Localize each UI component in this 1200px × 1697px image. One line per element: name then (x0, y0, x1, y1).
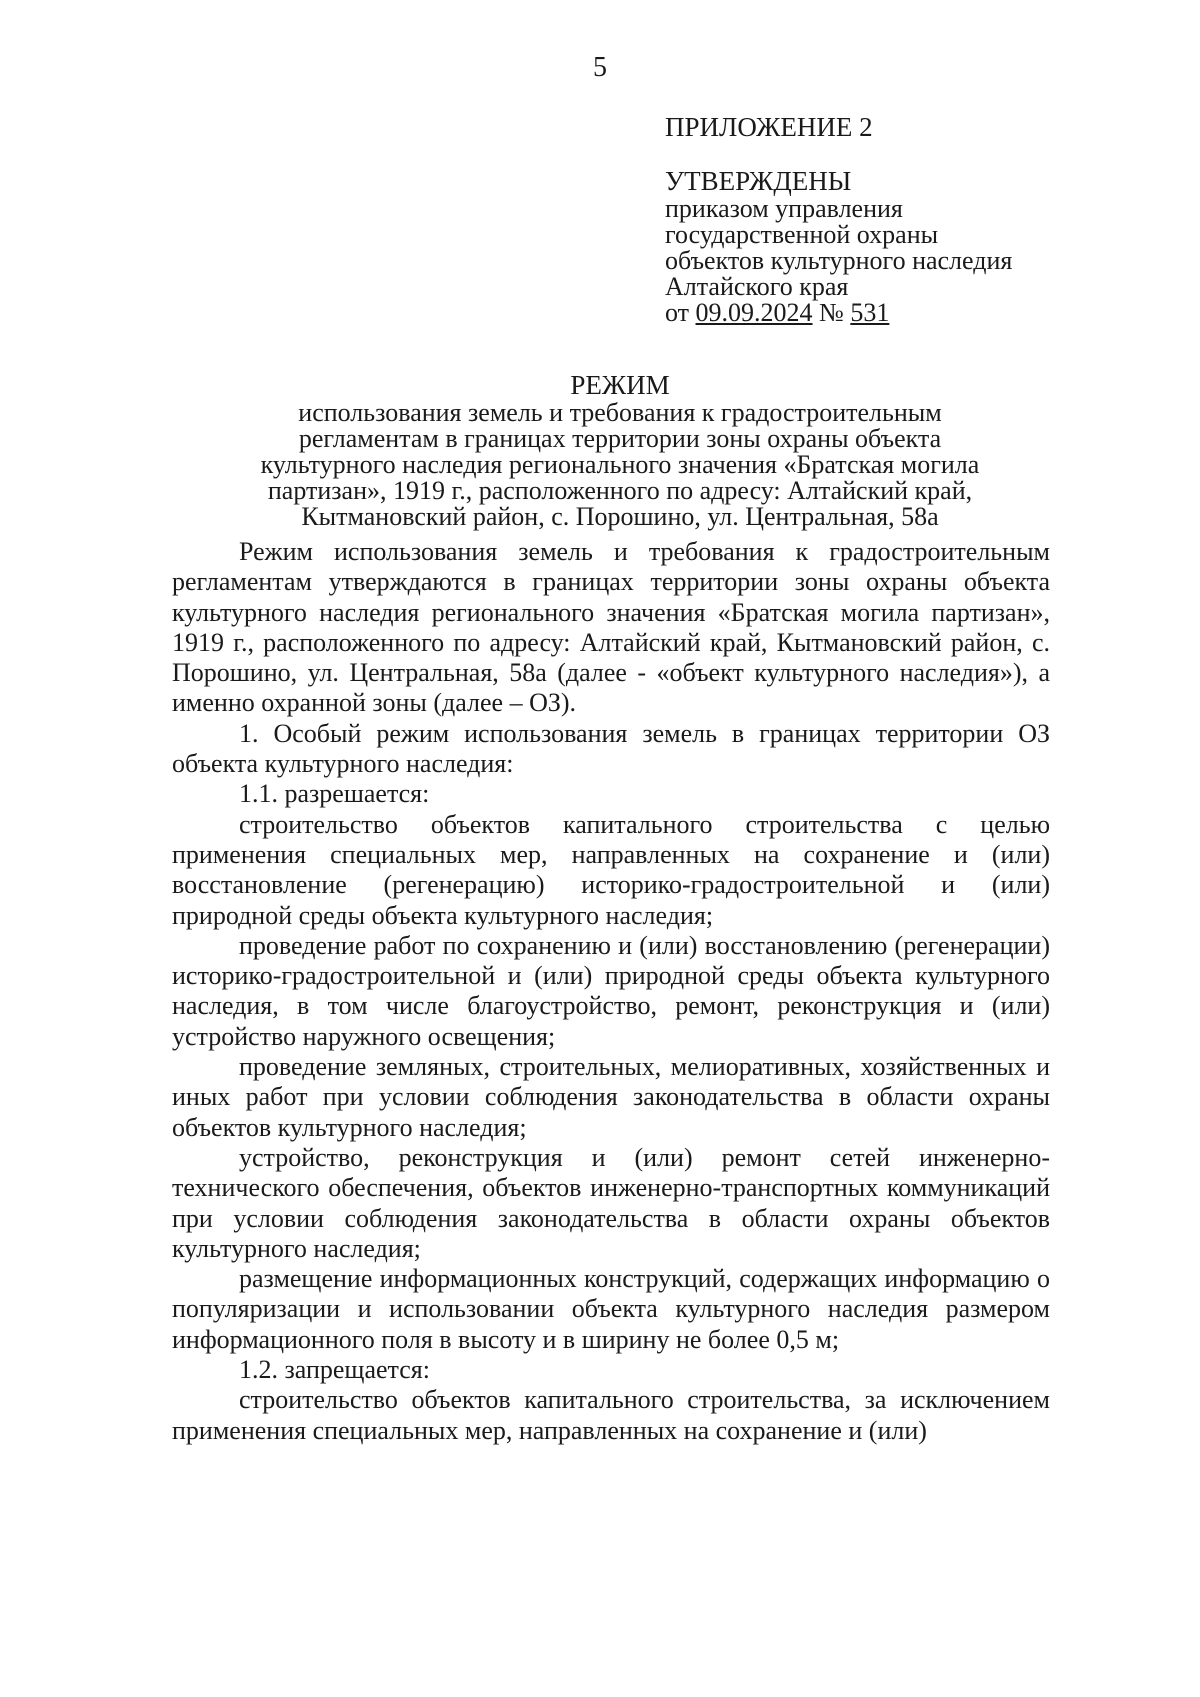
approval-date-line (665, 300, 1085, 326)
allowed-item: устройство, реконструкция и (или) ремонт сетей инженерно-технического обеспечения, объектов инженерно-транспортных коммуникаций при условии соблюдения законодательства в области охраны объектов культурного наследия; (172, 1142, 1050, 1263)
allowed-item: проведение земляных, строительных, мелиоративных, хозяйственных и иных работ при условии соблюдения законодательства в области охраны объектов культурного наследия; (172, 1052, 1050, 1142)
appendix-label: ПРИЛОЖЕНИЕ 2 (665, 112, 873, 142)
order-number: 531 (850, 298, 890, 327)
document-body (172, 537, 1050, 1446)
item-1-1: 1.1. разрешается: (239, 779, 430, 809)
prohibited-item: строительство объектов капитального строительства, за исключением применения специальных мер, направленных на сохранение и (или) (172, 1385, 1050, 1445)
approved-label: УТВЕРЖДЕНЫ (665, 166, 852, 196)
heading-line: Кытмановский район, с. Порошино, ул. Центральная, 58а (301, 502, 939, 531)
order-date: 09.09.2024 (695, 298, 813, 327)
date-prefix: от (665, 298, 696, 327)
item-1-2: 1.2. запрещается: (239, 1355, 430, 1385)
number-prefix: № (812, 298, 851, 327)
heading-title: РЕЖИМ (570, 370, 670, 400)
document-heading (230, 372, 1010, 530)
heading-line: регламентам в границах территории зоны охраны объекта (298, 424, 942, 453)
approval-line: государственной охраны (665, 220, 939, 249)
approval-line: объектов культурного наследия (665, 246, 1013, 275)
heading-line: использования земель и требования к градостроительным (298, 398, 942, 427)
approval-block (665, 114, 1085, 326)
approval-line: Алтайского края (665, 272, 849, 301)
intro-paragraph: Режим использования земель и требования к градостроительным регламентам утверждаются в границах территории зоны охраны объекта культурного наследия регионального значения «Братская могила партизан», 1919 г., расположенного по адресу: Алтайский край, Кытмановский район, с. Порошино, ул. Центральная, 58а (далее - «объект культурного наследия»), а именно охранной зоны (далее – ОЗ). (172, 537, 1050, 718)
allowed-item: размещение информационных конструкций, содержащих информацию о популяризации и использовании объекта культурного наследия размером информационного поля в высоту и в ширину не более 0,5 м; (172, 1264, 1050, 1354)
item-1: 1. Особый режим использования земель в границах территории ОЗ объекта культурного наследия: (172, 718, 1050, 779)
page-number: 5 (593, 52, 607, 83)
heading-line: партизан», 1919 г., расположенного по адресу: Алтайский край, (267, 476, 973, 505)
heading-line: культурного наследия регионального значения «Братская могила (260, 450, 980, 479)
approval-line: приказом управления (665, 194, 903, 223)
allowed-item: строительство объектов капитального строительства с целью применения специальных мер, направленных на сохранение и (или) восстановление (регенерацию) историко-градостроительной и (или) природной среды объекта культурного наследия; (172, 809, 1050, 930)
allowed-item: проведение работ по сохранению и (или) восстановлению (регенерации) историко-градостроительной и (или) природной среды объекта культурного наследия, в том числе благоустройство, ремонт, реконструкция и (или) устройство наружного освещения; (172, 930, 1050, 1051)
